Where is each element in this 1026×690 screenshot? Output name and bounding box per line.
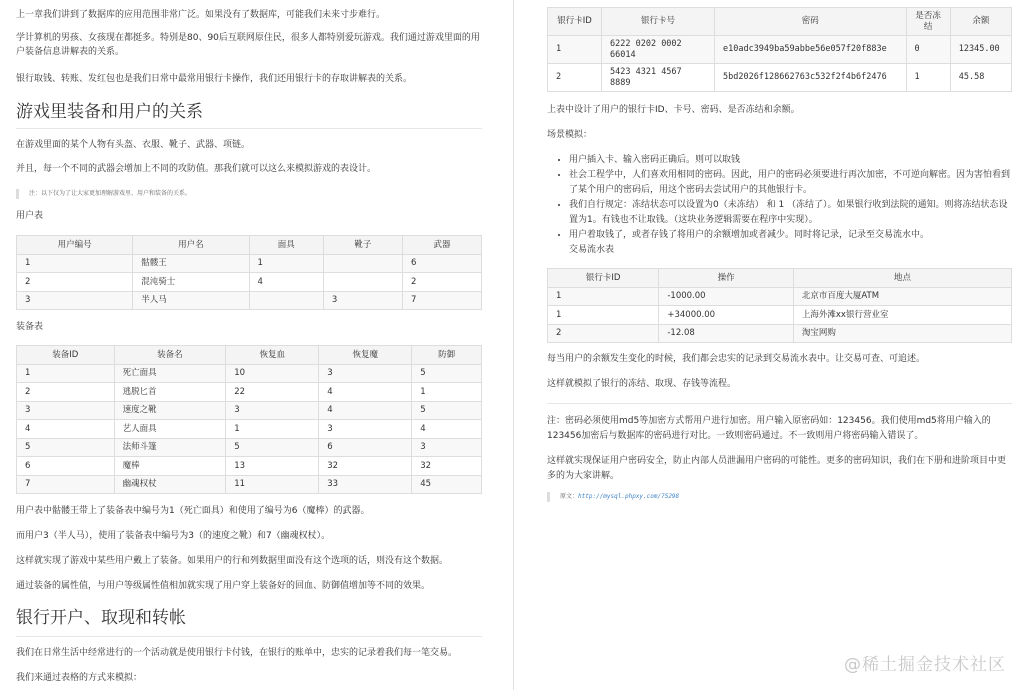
paragraph: 通过装备的属性值，与用户等级属性值相加就实现了用户穿上装备好的回血、防御值增加等不同的效果。 [16,581,431,591]
heading-rule [16,636,482,637]
column-header: 银行卡ID [548,8,602,36]
table-cell: 1 [17,364,115,383]
table-cell: 3 [412,438,482,457]
table-cell: 45 [412,475,482,494]
table-cell: 33 [319,475,412,494]
table-row [17,475,482,494]
table-cell: 5 [412,401,482,420]
user-table [16,235,482,310]
table-cell: 32 [319,457,412,476]
table-cell: 1 [226,420,319,439]
table-cell: 1 [548,306,659,325]
table-cell [323,273,402,292]
list-item: • 我们自行规定：冻结状态可以设置为0（未冻结） 和 1 （冻结了）。如果银行收到法院的通知。则将冻结状态设置为1。有钱也不让取钱。（这块业务逻辑需要在程序中实现）。 [569,198,1012,228]
paragraph: 而用户3（半人马），使用了装备表中编号为3（的速度之靴）和7（幽魂权杖）。 [16,531,331,541]
table-cell: 3 [319,420,412,439]
table-header-row [17,346,482,365]
table-cell: 混沌骑士 [133,273,249,292]
paragraph: 用户表中骷髅王带上了装备表中编号为1（死亡面具）和使用了编号为6（魔棒）的武器。 [16,506,370,516]
right-page [547,0,1012,690]
table-row [17,457,482,476]
source-blockquote [547,492,1012,502]
table-cell [249,291,323,310]
table-cell: 1 [548,36,602,64]
table-header-row [17,236,482,255]
column-header: 防御 [412,346,482,365]
paragraph: 我们在日常生活中经常进行的一个活动就是使用银行卡付钱，在银行的账单中，忠实的记录着我们每一笔交易。 [16,648,458,658]
table-cell: +34000.00 [659,306,794,325]
table-cell: 2 [17,383,115,402]
table-cell: 6222 0202 0002 66014 [602,36,715,64]
column-header: 余额 [950,8,1011,36]
table-cell: 骷髅王 [133,254,249,273]
table-cell: 4 [319,383,412,402]
table-cell: 13 [226,457,319,476]
column-header: 装备名 [114,346,226,365]
intro-paragraph: 学计算机的男孩、女孩现在都挺多。特别是80、90后互联网原住民，很多人都特别爱玩游戏。我们通过游戏里面的用户装备信息讲解表的关系。 [16,33,480,57]
table-cell: e10adc3949ba59abbe56e057f20f883e [714,36,906,64]
table-cell: 22 [226,383,319,402]
table-cell: 4 [17,420,115,439]
transaction-table [547,268,1012,343]
table-cell: 4 [319,401,412,420]
source-link[interactable]: http://mysql.phpxy.com/75298 [578,493,680,500]
column-header: 恢复血 [226,346,319,365]
intro-paragraph: 上一章我们讲到了数据库的应用范围非常广泛。如果没有了数据库，可能我们未来寸步难行。 [16,10,386,20]
bank-card-table [547,7,1012,92]
table-cell: 5 [17,438,115,457]
table-cell: 6 [17,457,115,476]
table-cell: 11 [226,475,319,494]
table-cell: 死亡面具 [114,364,226,383]
scenario-list [547,153,1012,258]
table-header-row [548,269,1012,288]
column-header: 用户编号 [17,236,133,255]
note-blockquote: 注：以下仅为了让大家更加理解游戏里、用户和装备的关系。 [16,189,482,199]
table-row [17,364,482,383]
table-cell: 45.58 [950,64,1011,92]
intro-paragraph: 银行取钱、转账、发红包也是我们日常中最常用银行卡操作，我们还用银行卡的存取讲解表的关系。 [16,74,413,84]
table-cell: 半人马 [133,291,249,310]
table-row [17,420,482,439]
list-item: • 用户插入卡、输入密码正确后。则可以取钱 [569,153,1012,168]
column-header: 用户名 [133,236,249,255]
table-cell: 0 [906,36,950,64]
table-row [17,383,482,402]
column-header: 装备ID [17,346,115,365]
table-row [17,401,482,420]
list-item [569,228,1012,258]
column-header: 靴子 [323,236,402,255]
table-cell: 3 [319,364,412,383]
table-row [548,287,1012,306]
table-caption: 交易流水表 [569,245,615,255]
column-header: 武器 [402,236,481,255]
table-cell: -12.08 [659,324,794,343]
watermark: @稀土掘金技术社区 [844,655,1006,675]
table-cell: 6 [402,254,481,273]
table-cell: 速度之靴 [114,401,226,420]
paragraph: 在游戏里面的某个人物有头盔、衣服、靴子、武器、项链。 [16,140,251,150]
paragraph: 这样就实现了游戏中某些用户戴上了装备。如果用户的行和列数据里面没有这个选项的话，则没有这个数据。 [16,556,449,566]
horizontal-rule [547,403,1012,404]
table-row [548,64,1012,92]
table-cell: 逃脱匕首 [114,383,226,402]
column-header: 银行卡号 [602,8,715,36]
left-page [16,0,482,690]
table-cell: 4 [412,420,482,439]
table-cell: 5 [412,364,482,383]
table-cell: 10 [226,364,319,383]
column-header: 面具 [249,236,323,255]
table-cell: 艺人面具 [114,420,226,439]
paragraph: 场景模拟： [547,130,593,140]
table-cell: 2 [548,324,659,343]
table-cell: 魔棒 [114,457,226,476]
table-cell: 3 [17,291,133,310]
table-cell: 1 [249,254,323,273]
table-cell: 32 [412,457,482,476]
paragraph: 每当用户的余额发生变化的时候，我们都会忠实的记录到交易流水表中。让交易可查、可追述。 [547,354,926,364]
list-item: • 社会工程学中，人们喜欢用相同的密码。因此，用户的密码必须要进行再次加密，不可逆向解密。因为害怕看到了某个用户的密码后，用这个密码去尝试用户的其他银行卡。 [569,168,1012,198]
column-header: 银行卡ID [548,269,659,288]
table-header-row [548,8,1012,36]
table-cell: 5 [226,438,319,457]
heading-rule [16,128,482,129]
paragraph: 我们来通过表格的方式来模拟： [16,673,143,683]
table-cell: 2 [17,273,133,292]
table-cell: 2 [402,273,481,292]
table-cell: 3 [323,291,402,310]
source-label: 原文： [560,493,579,500]
table-row [548,36,1012,64]
table-cell: 5423 4321 4567 8889 [602,64,715,92]
table-cell: 4 [249,273,323,292]
table-cell [323,254,402,273]
table-cell: 上海外滩xx银行营业室 [793,306,1011,325]
table-cell: 淘宝网购 [793,324,1011,343]
list-item-text: 用户着取钱了，或者存钱了将用户的余额增加或者减少。同时将记录，记录至交易流水中。 [569,230,930,240]
table-cell: 幽魂权杖 [114,475,226,494]
table-row [17,273,482,292]
table-cell: 1 [906,64,950,92]
table-cell: 6 [319,438,412,457]
table-cell: 1 [548,287,659,306]
table-row [548,324,1012,343]
table-cell: 法师斗篷 [114,438,226,457]
section-heading-bank: 银行开户、取现和转帐 [16,608,186,628]
table-cell: 7 [402,291,481,310]
section-heading-game: 游戏里装备和用户的关系 [16,102,203,122]
table-cell: 3 [17,401,115,420]
page-divider [513,0,514,690]
paragraph: 这样就模拟了银行的冻结、取现、存钱等流程。 [547,379,737,389]
column-header: 恢复魔 [319,346,412,365]
table-cell: -1000.00 [659,287,794,306]
table-cell: 1 [17,254,133,273]
paragraph: 这样就实现保证用户密码安全，防止内部人员泄漏用户密码的可能性。更多的密码知识，我们在下册和进阶项目中更多的为大家讲解。 [547,456,1007,481]
table-cell: 12345.00 [950,36,1011,64]
paragraph: 并且，每一个不同的武器会增加上不同的攻防值。那我们就可以这么来模拟游戏的表设计。 [16,164,377,174]
table-cell: 7 [17,475,115,494]
paragraph: 注：密码必须使用md5等加密方式帮用户进行加密。用户输入原密码如：123456。我们使用md5将用户输入的123456加密后与数据库的密码进行对比。一致则密码通过。不一致则用户将密码输入错误了。 [547,416,991,441]
equipment-table [16,345,482,494]
table-cell: 1 [412,383,482,402]
table-row [17,438,482,457]
table-cell: 3 [226,401,319,420]
column-header: 操作 [659,269,794,288]
table-row [17,254,482,273]
table-caption: 用户表 [16,211,44,221]
paragraph: 上表中设计了用户的银行卡ID、卡号、密码、是否冻结和余额。 [547,105,800,115]
table-caption: 装备表 [16,322,44,332]
column-header: 是否冻结 [906,8,950,36]
table-cell: 北京市百度大厦ATM [793,287,1011,306]
column-header: 密码 [714,8,906,36]
table-row [548,306,1012,325]
table-row [17,291,482,310]
column-header: 地点 [793,269,1011,288]
table-cell: 5bd2026f128662763c532f2f4b6f2476 [714,64,906,92]
table-cell: 2 [548,64,602,92]
